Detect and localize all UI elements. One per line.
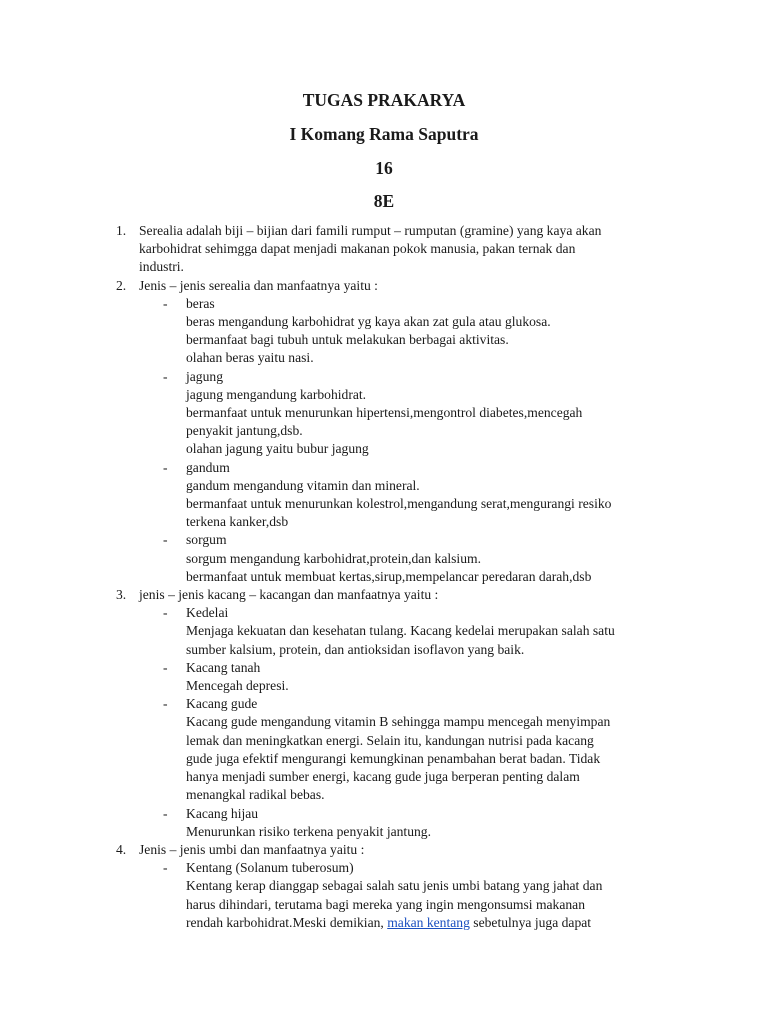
sub-item-line: hanya menjadi sumber energi, kacang gude juga berperan penting dalam [186, 769, 580, 785]
bullet-dash: - [163, 368, 168, 384]
sub-item-line: sorgum [186, 532, 227, 548]
sub-item-line: jagung mengandung karbohidrat. [186, 386, 367, 402]
sub-item-line: harus dihindari, terutama bagi mereka yang ingin mengonsumsi makanan [186, 896, 586, 912]
student-name: I Komang Rama Saputra [289, 124, 479, 144]
sub-item-line: Kacang tanah [186, 659, 261, 675]
bullet-dash: - [163, 459, 168, 475]
sub-item-line: Kacang hijau [186, 805, 259, 821]
sub-item-line: sumber kalsium, protein, dan antioksidan isoflavon yang baik. [186, 641, 525, 657]
line-text: rendah karbohidrat.Meski demikian, [186, 914, 388, 930]
list-item-2 [0, 277, 768, 295]
sub-item-line: jagung [186, 368, 223, 384]
item-number: 1. [116, 223, 127, 238]
sub-item-line: Kentang (Solanum tuberosum) [186, 860, 354, 876]
item-line: Serealia adalah biji – bijian dari famili rumput – rumputan (gramine) yang kaya akan [139, 223, 602, 238]
sub-item-line: Kentang kerap dianggap sebagai salah satu jenis umbi batang yang jahat dan [186, 878, 603, 894]
numbered-list [0, 222, 768, 932]
item-number: 2. [116, 277, 127, 293]
bullet-dash: - [163, 659, 168, 675]
sub-item-kedelai [0, 604, 768, 622]
sub-item-sorgum [0, 531, 768, 549]
sub-item-line: gandum [186, 459, 230, 475]
sub-item-line: penyakit jantung,dsb. [186, 423, 303, 439]
list-item-3 [0, 586, 768, 604]
sub-item-line: sorgum mengandung karbohidrat,protein,dan kalsium. [186, 550, 481, 566]
sub-item-kentang [0, 859, 768, 877]
sub-item-line: Mencegah depresi. [186, 678, 289, 694]
sub-item-line: beras [186, 295, 215, 311]
sub-item-line: bermanfaat untuk menurunkan kolestrol,mengandung serat,mengurangi resiko [186, 496, 612, 512]
bullet-dash: - [163, 805, 168, 821]
list-line: industri. [139, 259, 184, 275]
sub-item-line: Kacang gude [186, 696, 258, 712]
sub-item-kacang-hijau [0, 805, 768, 823]
sub-item-jagung [0, 368, 768, 386]
sub-item-line: terkena kanker,dsb [186, 514, 289, 530]
student-class: 8E [373, 191, 395, 211]
sub-item-line: Menjaga kekuatan dan kesehatan tulang. Kacang kedelai merupakan salah satu [186, 623, 615, 639]
sub-item-line: olahan beras yaitu nasi. [186, 350, 314, 366]
list-item-1 [0, 222, 768, 240]
bullet-dash: - [163, 532, 168, 548]
item-line: Jenis – jenis umbi dan manfaatnya yaitu : [139, 841, 365, 857]
makan-kentang-link[interactable]: makan kentang [387, 914, 470, 930]
sub-item-line: bermanfaat bagi tubuh untuk melakukan berbagai aktivitas. [186, 332, 509, 348]
sub-item-kacang-tanah [0, 659, 768, 677]
list-line: karbohidrat sehimgga dapat menjadi makanan pokok manusia, pakan ternak dan [139, 241, 576, 257]
sub-item-line: gandum mengandung vitamin dan mineral. [186, 477, 420, 493]
document-title: TUGAS PRAKARYA [302, 90, 466, 110]
bullet-dash: - [163, 696, 168, 712]
sub-item-beras [0, 295, 768, 313]
item-line: Jenis – jenis serealia dan manfaatnya yaitu : [139, 277, 378, 293]
sub-item-line: lemak dan meningkatkan energi. Selain itu, kandungan nutrisi pada kacang [186, 732, 594, 748]
sub-item-line [0, 914, 768, 932]
item-number: 4. [116, 841, 127, 857]
item-number: 3. [116, 587, 127, 603]
student-number: 16 [375, 158, 393, 178]
bullet-dash: - [163, 605, 168, 621]
sub-item-line: Kedelai [186, 605, 229, 621]
sub-item-line: menangkal radikal bebas. [186, 787, 325, 803]
sub-item-line: Menurunkan risiko terkena penyakit jantung. [186, 823, 431, 839]
sub-item-line: beras mengandung karbohidrat yg kaya akan zat gula atau glukosa. [186, 314, 551, 330]
bullet-dash: - [163, 860, 168, 876]
sub-item-kacang-gude [0, 695, 768, 713]
line-text: sebetulnya juga dapat [469, 914, 592, 930]
item-line: jenis – jenis kacang – kacangan dan manfaatnya yaitu : [139, 587, 439, 603]
list-item-4 [0, 841, 768, 859]
sub-item-line: olahan jagung yaitu bubur jagung [186, 441, 369, 457]
sub-item-gandum [0, 459, 768, 477]
sub-item-line: bermanfaat untuk menurunkan hipertensi,mengontrol diabetes,mencegah [186, 405, 583, 421]
sub-item-line: gude juga efektif mengurangi kemungkinan penambahan berat badan. Tidak [186, 750, 601, 766]
sub-item-line: bermanfaat untuk membuat kertas,sirup,mempelancar peredaran darah,dsb [186, 568, 592, 584]
sub-item-line: Kacang gude mengandung vitamin B sehingga mampu mencegah menyimpan [186, 714, 611, 730]
bullet-dash: - [163, 295, 168, 311]
